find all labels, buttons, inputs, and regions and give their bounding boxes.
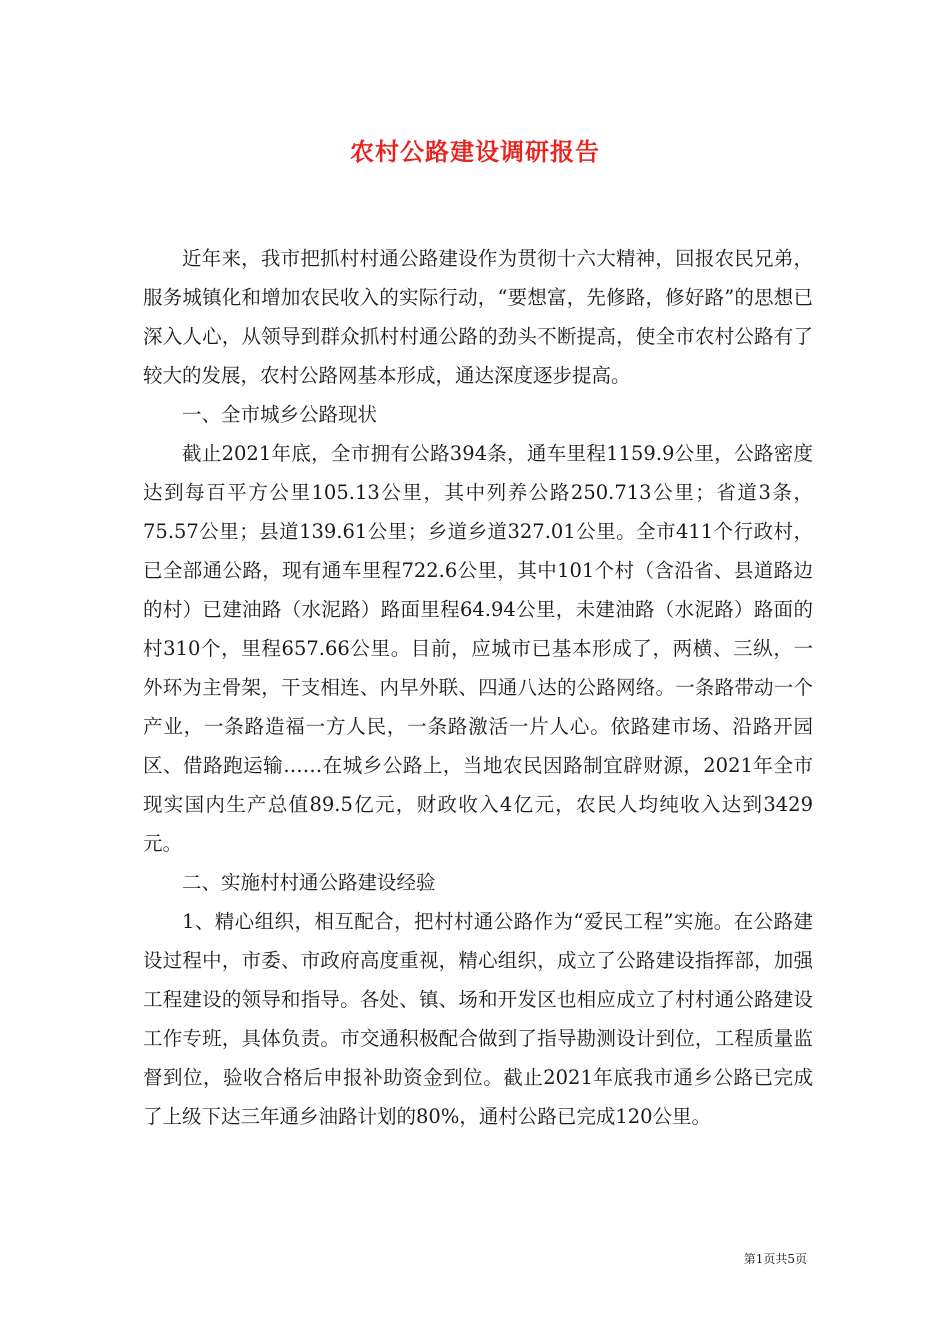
section-heading-2: 二、实施村村通公路建设经验 bbox=[182, 871, 436, 894]
paragraph-status: 截止2021年底，全市拥有公路394条，通车里程1159.9公里，公路密度达到每百平方公里105.13公里，其中列养公路250.713公里；省道3条，75.57公里；县道139.61公里；乡道乡道327.01公里。全市411个行政村，已全部通公路，现有通车里程722.6公里，其中101个村（含沿省、县道路边的村）已建油路（水泥路）路面里程64.94公里，未建油路（水泥路）路面的村310个，里程657.66公里。目前，应城市已基本形成了，两横、三纵，一外环为主骨架，干支相连、内早外联、四通八达的公路网络。一条路带动一个产业，一条路造福一方人民，一条路激活一片人心。依路建市场、沿路开园区、借路跑运输……在城乡公路上，当地农民因路制宜辟财源，2021年全市现实国内生产总值89.5亿元，财政收入4亿元，农民人均纯收入达到3429元。 bbox=[143, 442, 813, 855]
paragraph-experience-1: 1、精心组织，相互配合，把村村通公路作为“爱民工程”实施。在公路建设过程中，市委、市政府高度重视，精心组织，成立了公路建设指挥部，加强工程建设的领导和指导。各处、镇、场和开发区也相应成立了村村通公路建设工作专班，具体负责。市交通积极配合做到了指导勘测设计到位，工程质量监督到位，验收合格后申报补助资金到位。截止2021年底我市通乡公路已完成了上级下达三年通乡油路计划的80%，通村公路已完成120公里。 bbox=[143, 910, 813, 1128]
page-number: 第1页共5页 bbox=[743, 1252, 807, 1266]
section-heading-1: 一、全市城乡公路现状 bbox=[182, 403, 378, 426]
document-title: 农村公路建设调研报告 bbox=[350, 138, 600, 166]
paragraph-intro: 近年来，我市把抓村村通公路建设作为贯彻十六大精神，回报农民兄弟，服务城镇化和增加农民收入的实际行动，“要想富，先修路，修好路”的思想已深入人心，从领导到群众抓村村通公路的劲头不断提高，使全市农村公路有了较大的发展，农村公路网基本形成，通达深度逐步提高。 bbox=[143, 247, 813, 387]
document-body bbox=[143, 239, 813, 1136]
